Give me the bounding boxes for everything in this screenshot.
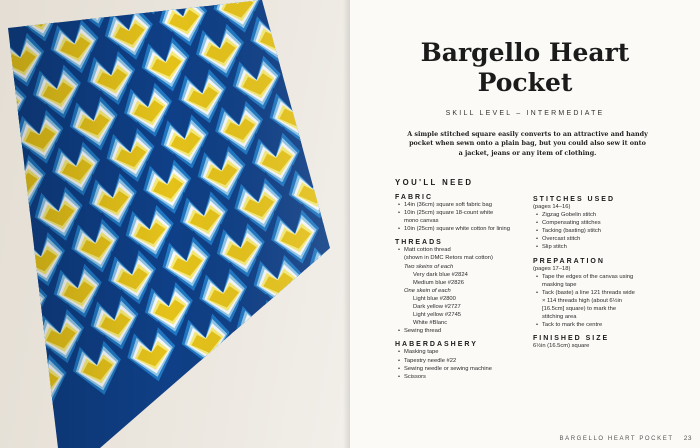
heart-motif-band [286, 45, 339, 97]
heart-motif-band [0, 370, 16, 422]
title-line-2: Pocket [477, 68, 573, 97]
list-item: • Tacking (basting) stitch [533, 227, 673, 235]
heart-motif-band [127, 0, 168, 7]
heart-motif-band [0, 384, 7, 411]
heart-motif-band [0, 207, 29, 251]
heart-motif-band [263, 0, 324, 25]
heart-motif-band [292, 53, 333, 89]
stitches-list [533, 203, 673, 252]
heart-motif-band [0, 261, 5, 288]
list-item: mono canvas [404, 218, 439, 225]
list-item: • 14in (36cm) square soft fabric bag [395, 201, 535, 209]
list-item: Light yellow #2745 [413, 312, 462, 319]
heart-motif-band [282, 39, 343, 102]
heart-motif-band [273, 0, 314, 12]
list-item: (shown in DMC Retors mat cotton) [404, 255, 493, 262]
heart-motif-band [0, 281, 5, 357]
heart-motif-band [0, 338, 24, 365]
heart-motif-band [0, 257, 8, 293]
haberdashery-list [395, 348, 535, 380]
heart-motif-band [0, 253, 11, 297]
list-item: One skein of each [404, 287, 451, 294]
page-title [350, 38, 700, 98]
finished-size-value: 6½in (16.5cm) square [533, 343, 590, 350]
intro-line: A simple stitched square easily converts to an attractive and handy [407, 130, 648, 138]
fabric-list [395, 201, 535, 233]
heart-motif-band [0, 139, 4, 166]
heart-motif-band [0, 0, 29, 11]
list-item: Dark yellow #2727 [413, 304, 461, 311]
heart-motif-band [0, 37, 2, 113]
list-item: [16.5cm] square) to mark the [542, 306, 617, 313]
title-line-1: Bargello Heart [420, 38, 630, 67]
list-item: • Overcast stitch [533, 235, 673, 243]
method-column [533, 196, 673, 350]
preparation-list [533, 265, 673, 330]
heart-motif-band [0, 236, 23, 312]
heart-motif-band [0, 0, 32, 16]
text-page [350, 0, 700, 448]
threads-list [395, 246, 535, 335]
intro-line: a jacket, jeans or any item of clothing. [458, 148, 597, 157]
heart-motif-band [7, 293, 42, 320]
heart-motif-band [0, 325, 33, 377]
heart-motif-band [0, 159, 3, 235]
heart-motif-band [0, 320, 37, 383]
page-number: 23 [683, 435, 692, 442]
heart-motif-band [4, 289, 45, 325]
list-item: • Masking tape [395, 348, 535, 356]
preparation-heading: PREPARATION [533, 257, 605, 265]
heart-motif-band [0, 0, 26, 7]
list-item: × 114 threads high (about 6½in [542, 297, 622, 304]
heart-motif-band [0, 375, 13, 419]
heart-motif-band [0, 313, 42, 389]
threads-heading: THREADS [395, 239, 443, 247]
heart-motif-band [0, 330, 30, 374]
page-footer [560, 435, 692, 442]
stitches-used-heading: STITCHES USED [533, 196, 616, 203]
heart-motif-band [0, 212, 26, 248]
list-item: (pages 14–16) [533, 204, 571, 210]
list-item: • Matt cotton thread [395, 246, 535, 254]
requirements-column [395, 178, 535, 381]
list-item: • Tapestry needle #22 [395, 357, 535, 365]
list-item: White #Blanc [413, 320, 448, 327]
heart-motif-band [76, 0, 111, 17]
list-item: Light blue #2800 [413, 295, 456, 302]
heart-motif-band [0, 248, 14, 300]
list-item: Very dark blue #2824 [413, 271, 468, 278]
heart-motif-band [0, 135, 7, 171]
heart-motif-band [280, 277, 350, 353]
heart-motif-band [0, 0, 23, 3]
heart-motif-band [270, 0, 317, 16]
heart-motif-band [295, 298, 336, 334]
list-item: • Tape the edges of the canvas using [533, 273, 673, 281]
list-item: • Zigzag Gobelin stitch [533, 211, 673, 219]
heart-motif-band [124, 0, 171, 11]
heart-motif-band [0, 17, 2, 44]
heart-motif-band [0, 216, 23, 243]
list-item: • Tack to mark the centre [533, 321, 673, 329]
heart-motif-band [0, 334, 27, 370]
heart-motif-band [295, 58, 330, 85]
list-item: • Tack (baste) a line 121 threads wide [533, 289, 673, 297]
list-item: • Sewing needle or sewing machine [395, 365, 535, 373]
list-item: Two skeins of each [404, 263, 454, 270]
intro-paragraph [390, 130, 665, 158]
heart-motif-band [0, 358, 24, 434]
heart-motif-band [21, 0, 91, 8]
heart-motif-band [244, 316, 279, 343]
list-item: stitching area [542, 314, 577, 321]
heart-motif-band [285, 284, 346, 347]
heart-motif-band [312, 13, 347, 40]
heart-motif-band [0, 379, 10, 415]
heart-motif-band [0, 120, 16, 183]
skill-level: SKILL LEVEL – INTERMEDIATE [445, 110, 605, 117]
you-need-heading: YOU'LL NEED [395, 178, 474, 187]
heart-motif-band [292, 294, 339, 338]
heart-motif-band [0, 12, 5, 48]
heart-motif-band [0, 8, 8, 52]
list-item: • 10in (25cm) square white cotton for lining [395, 225, 535, 233]
running-title: BARGELLO HEART POCKET [559, 436, 674, 442]
list-item: Medium blue #2826 [413, 279, 464, 286]
list-item: • Sewing thread [395, 327, 535, 335]
heart-motif-band [0, 0, 37, 22]
heart-motif-band [0, 114, 21, 190]
heart-motif-band [26, 0, 87, 2]
heart-motif-band [175, 0, 228, 2]
finished-size-heading: FINISHED SIZE [533, 335, 610, 343]
list-item: • Slip stitch [533, 243, 673, 251]
heart-motif-band [130, 0, 165, 3]
heart-motif-band [266, 0, 319, 20]
list-item: • 10in (25cm) square 18-count white [395, 209, 535, 217]
heart-motif-band [289, 289, 342, 341]
heart-motif-band [0, 243, 18, 306]
intro-line: pocket when sewn onto a plain bag, but you could also sew it onto [409, 139, 646, 148]
heart-motif-band [0, 126, 13, 178]
heart-motif-band [0, 203, 32, 255]
list-item: (pages 17–18) [533, 265, 571, 272]
heart-motif-band [298, 302, 333, 329]
list-item: • Compensating stitches [533, 219, 673, 227]
list-item: masking tape [542, 281, 577, 288]
heart-motif-band [295, 0, 350, 63]
heart-motif-band [0, 365, 20, 428]
list-item: • Scissors [395, 373, 535, 381]
heart-motif-band [0, 130, 10, 174]
heart-motif-band [276, 0, 311, 8]
fabric-heading: FABRIC [395, 194, 434, 201]
heart-motif-band [289, 49, 336, 93]
haberdashery-heading: HABERDASHERY [395, 341, 478, 349]
